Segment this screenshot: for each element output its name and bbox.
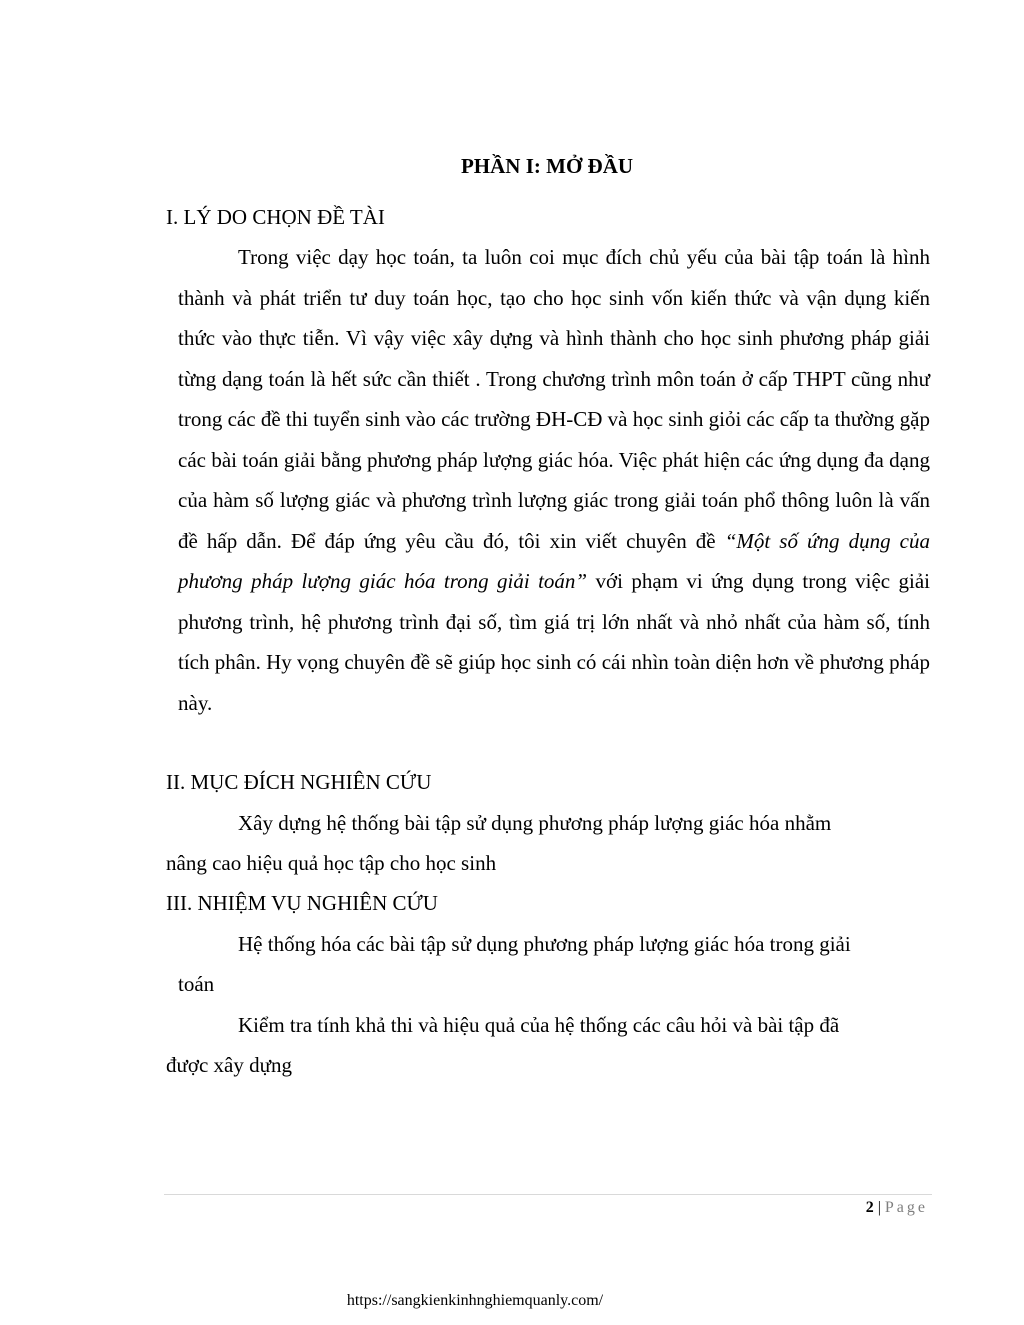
- reason-paragraph: [178, 237, 930, 723]
- page-word: Page: [884, 1199, 928, 1216]
- task-1-line-2: toán: [178, 972, 215, 996]
- section-heading-purpose: II. MỤC ĐÍCH NGHIÊN CỨU: [166, 770, 432, 794]
- page-number-footer: [866, 1198, 928, 1218]
- purpose-line-2: nâng cao hiệu quả học tập cho học sinh: [166, 851, 497, 875]
- task-2-line-1: Kiểm tra tính khả thi và hiệu quả của hệ thống các câu hỏi và bài tập đã: [238, 1013, 840, 1037]
- topic-title-italic: “Một số ứng dụng của phương pháp lượng giác hóa trong giải toán”: [178, 528, 930, 593]
- page-title: PHẦN I: MỞ ĐẦU: [460, 154, 634, 178]
- section-heading-reason: I. LÝ DO CHỌN ĐỀ TÀI: [166, 205, 385, 229]
- page-separator: |: [877, 1199, 881, 1216]
- footer-divider: [164, 1194, 932, 1195]
- reason-paragraph-end: với phạm vi ứng dụng trong việc giải phương trình, hệ phương trình đại số, tìm giá trị lớn nhất và nhỏ nhất của hàm số, tính tích phân. Hy vọng chuyên đề sẽ giúp học sinh có cái nhìn toàn diện hơn về phương pháp này.: [178, 569, 930, 715]
- task-1-line-1: Hệ thống hóa các bài tập sử dụng phương pháp lượng giác hóa trong giải: [238, 932, 851, 956]
- page-number: 2: [865, 1199, 874, 1216]
- section-heading-tasks: III. NHIỆM VỤ NGHIÊN CỨU: [166, 891, 438, 915]
- purpose-line-1: Xây dựng hệ thống bài tập sử dụng phương pháp lượng giác hóa nhằm: [238, 811, 832, 835]
- website-url[interactable]: https://sangkienkinhnghiemquanly.com/: [346, 1292, 604, 1309]
- reason-paragraph-start: Trong việc dạy học toán, ta luôn coi mục đích chủ yếu của bài tập toán là hình thành và phát triển tư duy toán học, tạo cho học sinh vốn kiến thức và vận dụng kiến thức vào thực tiễn. Vì vậy việc xây dựng và hình thành cho học sinh phương pháp giải từng dạng toán là hết sức cần thiết . Trong chương trình môn toán ở cấp THPT cũng như trong các đề thi tuyển sinh vào các trường ĐH-CĐ và học sinh giỏi các cấp ta thường gặp các bài toán giải bằng phương pháp lượng giác hóa. Việc phát hiện các ứng dụng đa dạng của hàm số lượng giác và phương trình lượng giác trong giải toán phổ thông luôn là vấn đề hấp dẫn. Để đáp ứng yêu cầu đó, tôi xin viết chuyên đề: [178, 245, 930, 553]
- task-2-line-2: được xây dựng: [166, 1053, 293, 1077]
